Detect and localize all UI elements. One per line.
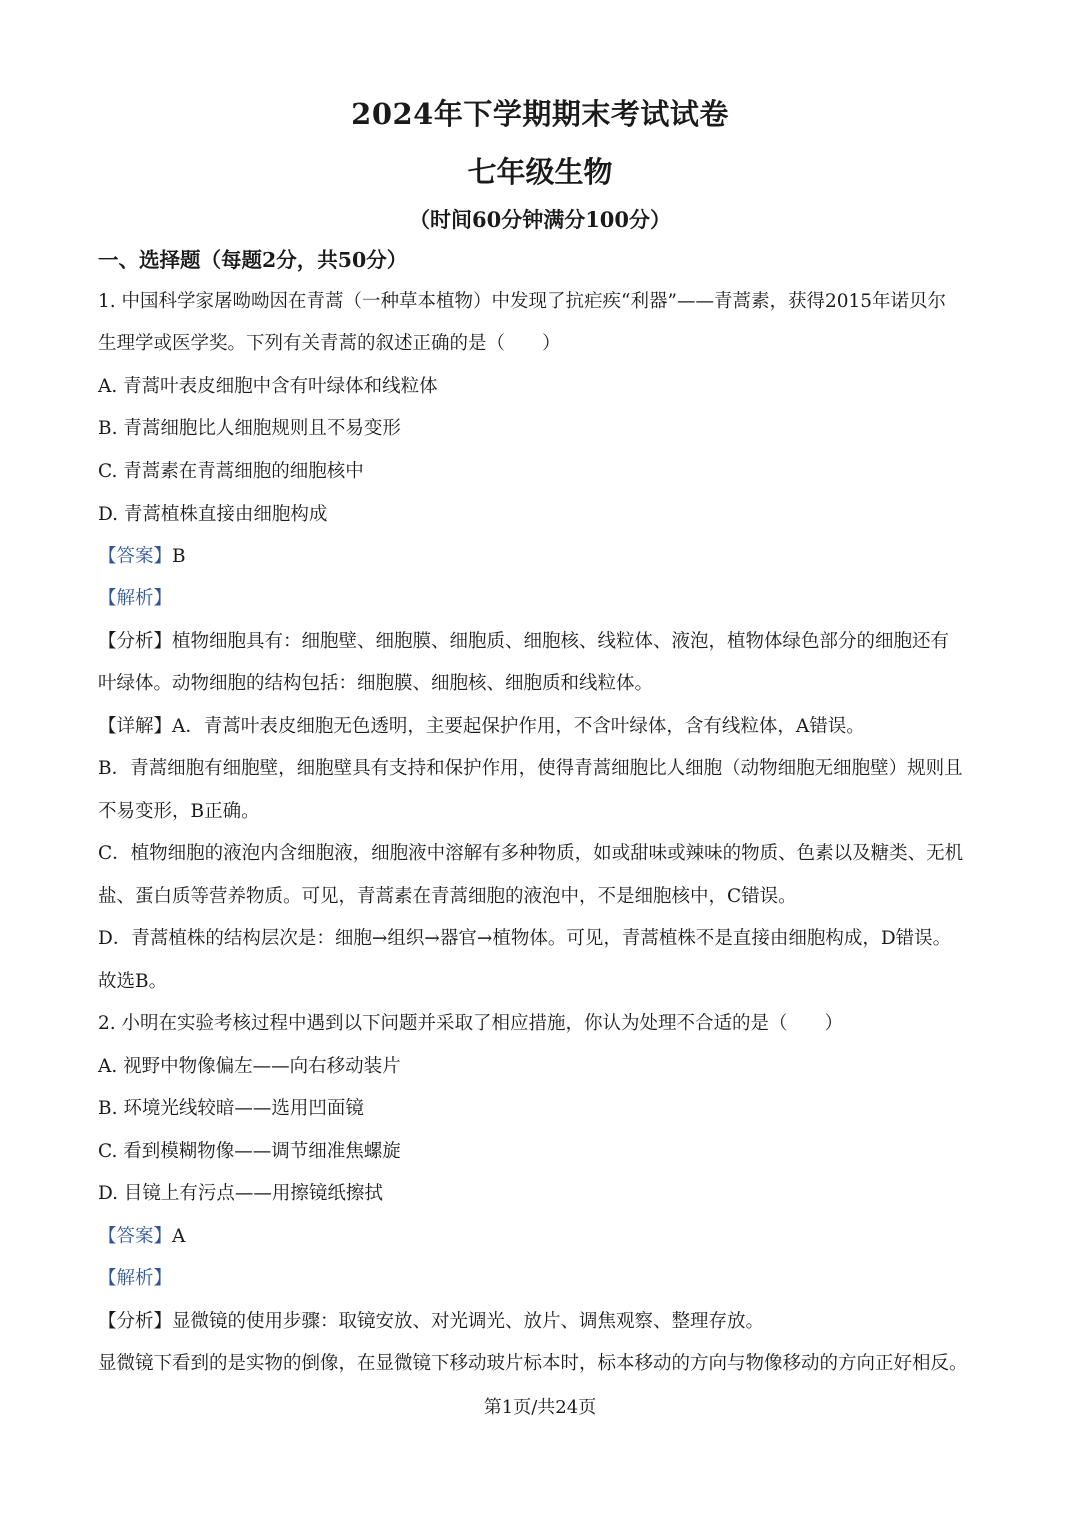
q2-option-a: A. 视野中物像偏左——向右移动装片 bbox=[98, 1056, 401, 1077]
section-heading: 一、选择题（每题2分，共50分） bbox=[98, 248, 408, 272]
q1-stem-line1: 1. 中国科学家屠呦呦因在青蒿（一种草本植物）中发现了抗疟疾“利器”——青蒿素，获得2015年诺贝尔 bbox=[98, 291, 947, 312]
q1-analysis-label: 【解析】 bbox=[98, 588, 173, 609]
q1-stem-line2: 生理学或医学奖。下列有关青蒿的叙述正确的是（ ） bbox=[98, 333, 561, 354]
answer-value: B bbox=[172, 546, 186, 567]
q1-detail-b1: B．青蒿细胞有细胞壁，细胞壁具有支持和保护作用，使得青蒿细胞比人细胞（动物细胞无细胞壁）规则且 bbox=[98, 758, 963, 779]
q2-option-b: B. 环境光线较暗——选用凹面镜 bbox=[98, 1098, 364, 1119]
q2-fenxi-line2: 显微镜下看到的是实物的倒像，在显微镜下移动玻片标本时，标本移动的方向与物像移动的方向正好相反。 bbox=[98, 1353, 968, 1374]
q2-option-d: D. 目镜上有污点——用擦镜纸擦拭 bbox=[98, 1183, 383, 1204]
q1-detail-a bbox=[98, 714, 988, 740]
q1-option-b: B. 青蒿细胞比人细胞规则且不易变形 bbox=[98, 418, 401, 439]
detail-a-text: A．青蒿叶表皮细胞无色透明，主要起保护作用，不含叶绿体，含有线粒体，A错误。 bbox=[172, 716, 865, 737]
exam-subject: 七年级生物 bbox=[467, 155, 613, 189]
exam-title: 2024年下学期期末考试试卷 bbox=[351, 97, 729, 131]
q2-analysis-label: 【解析】 bbox=[98, 1268, 173, 1289]
q2-stem: 2. 小明在实验考核过程中遇到以下问题并采取了相应措施，你认为处理不合适的是（ ） bbox=[98, 1013, 844, 1034]
q1-conclusion: 故选B。 bbox=[98, 971, 168, 992]
q1-detail-c1: C．植物细胞的液泡内含细胞液，细胞液中溶解有多种物质，如或甜味或辣味的物质、色素以及糖类、无机 bbox=[98, 843, 964, 864]
fenxi-text: 植物细胞具有：细胞壁、细胞膜、细胞质、细胞核、线粒体、液泡，植物体绿色部分的细胞还有 bbox=[172, 631, 950, 652]
q1-detail-b2: 不易变形，B正确。 bbox=[98, 801, 260, 822]
q1-option-a: A. 青蒿叶表皮细胞中含有叶绿体和线粒体 bbox=[98, 376, 438, 397]
q1-option-c: C. 青蒿素在青蒿细胞的细胞核中 bbox=[98, 461, 364, 482]
fenxi-label: 【分析】 bbox=[98, 1311, 173, 1332]
fenxi-text: 显微镜的使用步骤：取镜安放、对光调光、放片、调焦观察、整理存放。 bbox=[172, 1311, 765, 1332]
xiangjie-label: 【详解】 bbox=[98, 716, 173, 737]
page-footer: 第1页/共24页 bbox=[483, 1397, 597, 1418]
q1-fenxi-line2: 叶绿体。动物细胞的结构包括：细胞膜、细胞核、细胞质和线粒体。 bbox=[98, 673, 654, 694]
answer-value: A bbox=[172, 1226, 186, 1247]
q2-option-c: C. 看到模糊物像——调节细准焦螺旋 bbox=[98, 1141, 401, 1162]
q2-answer bbox=[98, 1224, 988, 1250]
q1-detail-d: D．青蒿植株的结构层次是：细胞→组织→器官→植物体。可见，青蒿植株不是直接由细胞构成，D错误。 bbox=[98, 928, 952, 949]
q1-fenxi-line1 bbox=[98, 629, 988, 655]
answer-label: 【答案】 bbox=[98, 546, 173, 567]
q1-option-d: D. 青蒿植株直接由细胞构成 bbox=[98, 504, 328, 525]
q1-detail-c2: 盐、蛋白质等营养物质。可见，青蒿素在青蒿细胞的液泡中，不是细胞核中，C错误。 bbox=[98, 886, 797, 907]
exam-time-note: （时间60分钟满分100分） bbox=[408, 207, 672, 232]
fenxi-label: 【分析】 bbox=[98, 631, 173, 652]
q1-answer bbox=[98, 544, 988, 570]
q2-fenxi-line1 bbox=[98, 1309, 988, 1335]
answer-label: 【答案】 bbox=[98, 1226, 173, 1247]
